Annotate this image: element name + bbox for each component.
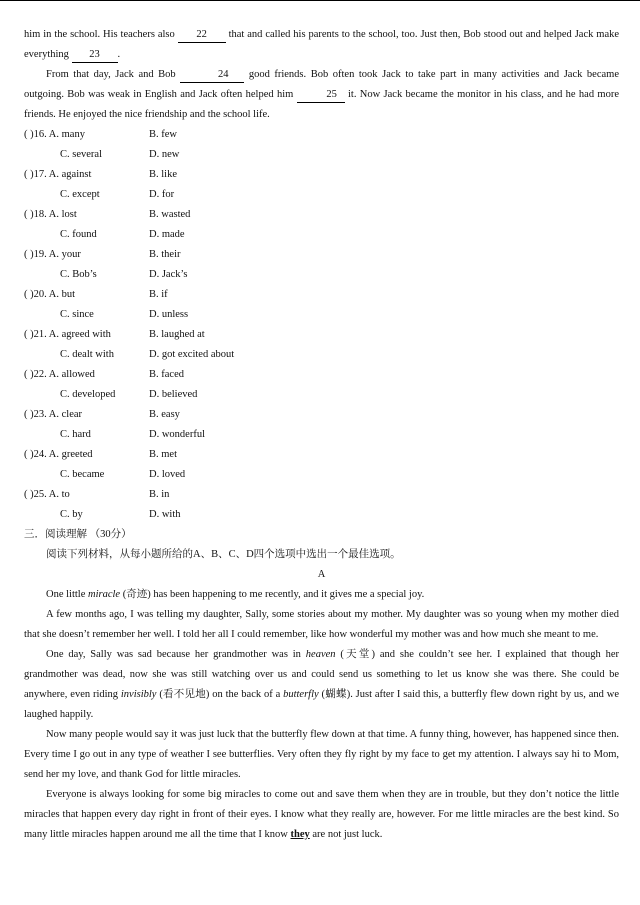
blank-23: 23 xyxy=(72,48,118,63)
section-heading: 三．阅读理解 （30分） xyxy=(24,529,132,540)
blank-24: 24 xyxy=(180,68,244,83)
option-d: D. got excited about xyxy=(149,349,235,360)
passage-label: A xyxy=(317,569,326,580)
reading-paragraph-2: A few months ago, I was telling my daughter, Sally, some stories about my mother. My daughter was so young when my mother died that she doesn’t remember her well. I told her all I could remember, like how wonderful my mother was and how much she meant to me. xyxy=(24,609,619,640)
question-stem: ( )25. A. to xyxy=(24,489,70,500)
question-18 xyxy=(24,205,619,245)
italic-term: miracle xyxy=(88,589,121,600)
text-span: good friends. Bob often took Jack to take part in many activities and Jack became outgoing. Bob was weak in English and Jack often helped him xyxy=(24,69,619,100)
question-stem: ( )19. A. your xyxy=(24,249,81,260)
reading-paragraph-4: Now many people would say it was just luck that the butterfly flew down at that time. A funny thing, however, has happened since then. Every time I go out in any type of weather I see butterflies. Very often they fly right by my face to get my attention. I always say hi to Mom, send her my love, and thank God for little miracles. xyxy=(24,729,619,780)
option-b: B. laughed at xyxy=(149,329,205,340)
reading-paragraph-1 xyxy=(24,585,619,605)
option-c: C. dealt with xyxy=(60,349,114,360)
question-stem: ( )20. A. but xyxy=(24,289,76,300)
option-d: D. wonderful xyxy=(149,429,205,440)
text-span: that and called his parents to the school, too. Just then, Bob stood out and helped Jack make everything xyxy=(24,29,620,60)
question-20 xyxy=(24,285,619,325)
italic-term: butterfly xyxy=(283,689,319,700)
question-stem: ( )23. A. clear xyxy=(24,409,83,420)
text-span: One day, Sally was sad because her grandmother was in xyxy=(46,649,306,660)
blank-22: 22 xyxy=(178,28,226,43)
text-span: (看不见地) on the back of a xyxy=(156,689,284,700)
option-d: D. with xyxy=(149,509,181,520)
option-b: B. in xyxy=(149,489,170,500)
option-c: C. several xyxy=(60,149,102,160)
blank-25: 25 xyxy=(297,88,345,103)
option-b: B. like xyxy=(149,169,177,180)
reading-paragraph-3 xyxy=(24,645,619,725)
text-span: him in the school. His teachers also xyxy=(24,29,175,40)
option-d: D. believed xyxy=(149,389,198,400)
option-c: C. except xyxy=(60,189,100,200)
question-stem: ( )21. A. agreed with xyxy=(24,329,111,340)
italic-term: invisibly xyxy=(120,689,157,700)
option-d: D. new xyxy=(149,149,180,160)
reading-paragraph-5 xyxy=(24,785,619,845)
question-stem: ( )24. A. greeted xyxy=(24,449,93,460)
question-stem: ( )22. A. allowed xyxy=(24,369,95,380)
option-b: B. faced xyxy=(149,369,184,380)
question-24 xyxy=(24,445,619,485)
question-21 xyxy=(24,325,619,365)
text-span: (天堂) and she couldn’t see her. I explained that though her grandmother was dead, now she was still watching over us and could send us something to let us know she was there. She could be anywhere, even riding xyxy=(24,649,619,700)
option-d: D. Jack’s xyxy=(149,269,188,280)
question-23 xyxy=(24,405,619,445)
underlined-word: they xyxy=(290,829,310,840)
question-17 xyxy=(24,165,619,205)
option-b: B. their xyxy=(149,249,181,260)
question-16 xyxy=(24,125,619,165)
option-c: C. since xyxy=(60,309,94,320)
text-span: Everyone is always looking for some big miracles to come out and save them when they are in trouble, but they don’t notice the little miracles that happen every day right in front of their eyes. I know what they really are, however. For me little miracles are the best kind. So many little miracles happen around me all the time that I know xyxy=(24,789,619,840)
text-span: . xyxy=(117,49,121,60)
text-span: it. Now Jack became the monitor in his class, and he had more friends. He enjoyed the nice friendship and the school life. xyxy=(24,89,619,120)
option-c: C. became xyxy=(60,469,105,480)
question-25 xyxy=(24,485,619,525)
option-c: C. hard xyxy=(60,429,91,440)
option-b: B. few xyxy=(149,129,177,140)
text-span: (奇迹) has been happening to me recently, and it gives me a special joy. xyxy=(120,589,425,600)
option-d: D. made xyxy=(149,229,185,240)
question-stem: ( )18. A. lost xyxy=(24,209,77,220)
question-list xyxy=(24,125,619,525)
option-d: D. unless xyxy=(149,309,189,320)
option-d: D. for xyxy=(149,189,175,200)
exam-page xyxy=(24,25,619,845)
section-instruction: 阅读下列材料，从每小题所给的A、B、C、D四个选项中选出一个最佳选项。 xyxy=(46,549,401,560)
option-c: C. found xyxy=(60,229,97,240)
question-22 xyxy=(24,365,619,405)
text-span: are not just luck. xyxy=(309,829,383,840)
italic-term: heaven xyxy=(305,649,336,660)
cloze-paragraph-2 xyxy=(24,65,619,125)
question-19 xyxy=(24,245,619,285)
question-stem: ( )16. A. many xyxy=(24,129,85,140)
option-b: B. easy xyxy=(149,409,180,420)
option-b: B. if xyxy=(149,289,168,300)
top-rule xyxy=(0,0,640,1)
question-stem: ( )17. A. against xyxy=(24,169,92,180)
text-span: From that day, Jack and Bob xyxy=(46,69,176,80)
option-b: B. met xyxy=(149,449,177,460)
text-span: (蝴蝶). Just after I said this, a butterfly flew down right by us, and we laughed happily. xyxy=(24,689,619,720)
cloze-paragraph-1 xyxy=(24,25,619,65)
option-c: C. developed xyxy=(60,389,116,400)
option-c: C. by xyxy=(60,509,83,520)
text-span: One little xyxy=(46,589,88,600)
option-c: C. Bob’s xyxy=(60,269,97,280)
option-b: B. wasted xyxy=(149,209,191,220)
option-d: D. loved xyxy=(149,469,186,480)
